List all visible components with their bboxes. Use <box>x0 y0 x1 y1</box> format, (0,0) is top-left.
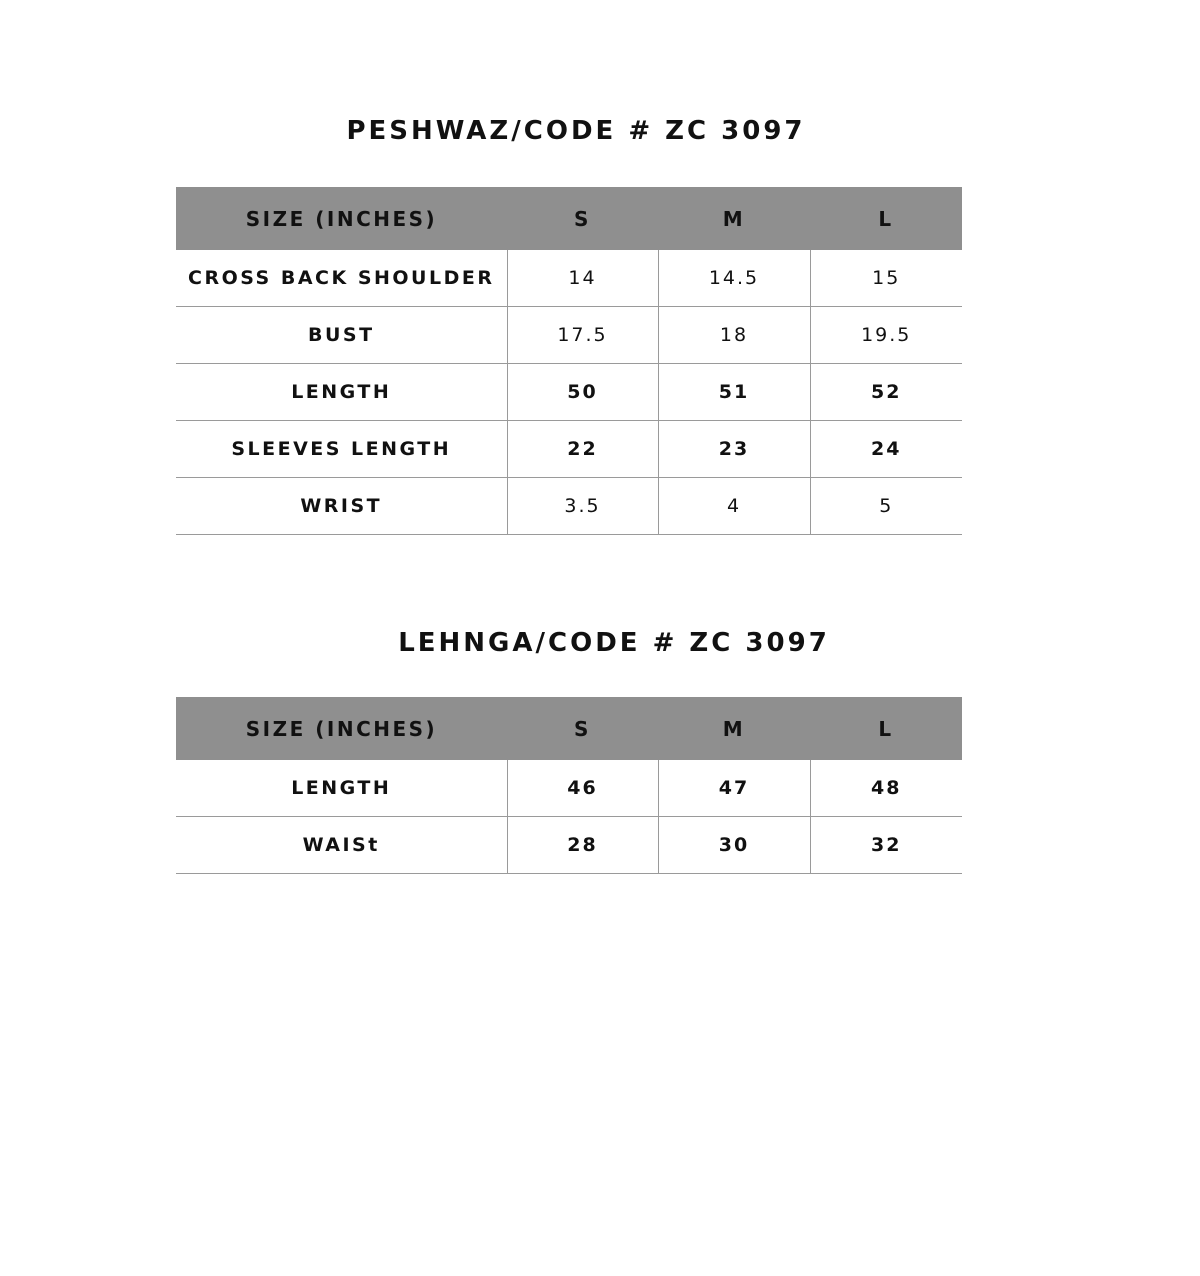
peshwaz-size-table <box>176 187 962 535</box>
cell-m: 18 <box>658 307 810 364</box>
peshwaz-title: PESHWAZ/CODE # ZC 3097 <box>346 116 806 146</box>
row-label: CROSS BACK SHOULDER <box>176 250 507 307</box>
cell-l: 24 <box>810 421 962 478</box>
cell-s: 28 <box>507 817 658 874</box>
cell-l: 32 <box>810 817 962 874</box>
cell-m: 4 <box>658 478 810 535</box>
header-size-s: S <box>507 697 658 760</box>
header-size-label: SIZE (INCHES) <box>176 187 507 250</box>
table-header-row <box>176 697 962 760</box>
header-size-l: L <box>810 697 962 760</box>
cell-l: 52 <box>810 364 962 421</box>
table-row <box>176 817 962 874</box>
cell-s: 14 <box>507 250 658 307</box>
lehnga-size-table <box>176 697 962 874</box>
table-row <box>176 478 962 535</box>
cell-s: 50 <box>507 364 658 421</box>
cell-l: 5 <box>810 478 962 535</box>
row-label: LENGTH <box>176 364 507 421</box>
header-size-m: M <box>658 187 810 250</box>
table-row <box>176 760 962 817</box>
header-size-m: M <box>658 697 810 760</box>
row-label: LENGTH <box>176 760 507 817</box>
cell-l: 19.5 <box>810 307 962 364</box>
row-label: BUST <box>176 307 507 364</box>
row-label: SLEEVES LENGTH <box>176 421 507 478</box>
table-row <box>176 364 962 421</box>
lehnga-title: LEHNGA/CODE # ZC 3097 <box>398 628 830 658</box>
table-row <box>176 421 962 478</box>
header-size-s: S <box>507 187 658 250</box>
row-label: WAISt <box>176 817 507 874</box>
cell-s: 17.5 <box>507 307 658 364</box>
cell-l: 15 <box>810 250 962 307</box>
cell-s: 3.5 <box>507 478 658 535</box>
table-header-row <box>176 187 962 250</box>
cell-m: 47 <box>658 760 810 817</box>
cell-m: 23 <box>658 421 810 478</box>
cell-m: 30 <box>658 817 810 874</box>
cell-m: 14.5 <box>658 250 810 307</box>
table-row <box>176 250 962 307</box>
header-size-label: SIZE (INCHES) <box>176 697 507 760</box>
cell-l: 48 <box>810 760 962 817</box>
cell-s: 46 <box>507 760 658 817</box>
cell-m: 51 <box>658 364 810 421</box>
cell-s: 22 <box>507 421 658 478</box>
row-label: WRIST <box>176 478 507 535</box>
table-row <box>176 307 962 364</box>
header-size-l: L <box>810 187 962 250</box>
